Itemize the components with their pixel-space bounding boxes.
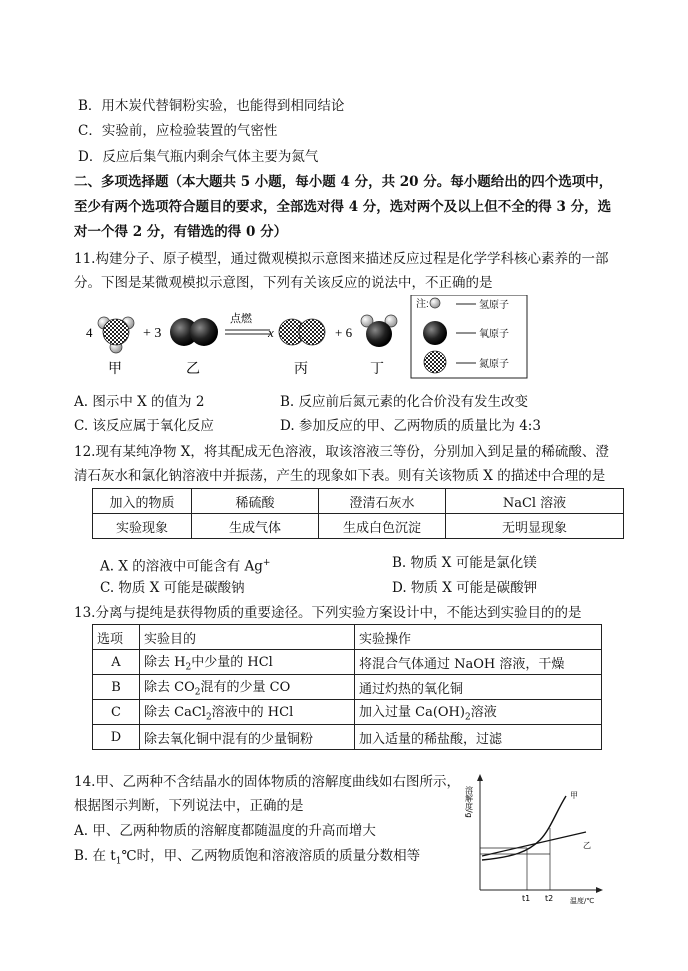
q10-option-c: C．实验前，应检验装置的气密性 (78, 123, 278, 139)
section2-line3: 对一个得 2 分，有错选的得 0 分） (74, 224, 288, 240)
table-cell: 澄清石灰水 (319, 489, 446, 514)
table-header-op: 实验操作 (355, 625, 602, 650)
row-goal (140, 650, 355, 675)
row-goal: 除去氧化铜中混有的少量铜粉 (140, 725, 355, 750)
table-cell: NaCl 溶液 (446, 489, 624, 514)
label-yi: 乙 (186, 362, 200, 377)
tick-t1: t1 (522, 894, 531, 903)
row-operation: 将混合气体通过 NaOH 溶液，干燥 (355, 650, 602, 675)
coef-ding: + 6 (335, 325, 353, 340)
y-axis-arrow (477, 774, 483, 781)
q10-option-d: D．反应后集气瓶内剩余气体主要为氮气 (78, 149, 319, 165)
q14-option-b (74, 847, 420, 871)
curve-jia-label: 甲 (570, 791, 578, 800)
coef-jia: 4 (86, 325, 93, 340)
q14-option-b-text-2: ℃时，甲、乙两物质饱和溶液溶质的质量分数相等 (121, 848, 421, 864)
table-row (93, 700, 602, 725)
goal-text: 除去 CaCl (144, 705, 206, 721)
q12-option-a-text: A. X 的溶液中可能含有 Ag (100, 558, 263, 575)
q14-option-b-text: B. 在 t (74, 848, 116, 864)
legend-note: 注: (416, 299, 429, 310)
row-goal (140, 700, 355, 725)
table-header-opt: 选项 (93, 625, 140, 650)
table-row (93, 514, 624, 539)
goal-sub: 2 (185, 662, 192, 673)
coef-bing: x (268, 325, 274, 340)
table-cell: 稀硫酸 (192, 489, 319, 514)
goal-text: 除去 H (144, 655, 186, 671)
goal-text-2: 中少量的 HCl (191, 655, 273, 671)
legend-o-label: 氧原子 (479, 329, 509, 340)
legend-n-atom (424, 351, 446, 373)
row-option: C (93, 700, 140, 725)
label-ding: 丁 (370, 362, 384, 377)
goal-text: 除去 CO (144, 680, 195, 696)
q14-stem-line2: 根据图示判断，下列说法中，正确的是 (74, 798, 304, 814)
q14-stem-line1: 14.甲、乙两种不含结晶水的固体物质的溶解度曲线如右图所示， (74, 774, 460, 790)
table-cell: 无明显现象 (446, 514, 624, 539)
section2-line2: 至少有两个选项符合题目的要求，全部选对得 4 分，选对两个及以上但不全的得 3 分，选 (74, 199, 612, 215)
x-axis-arrow (596, 887, 603, 893)
table-row (93, 650, 602, 675)
q11-stem-line2: 分。下图是某微观模拟示意图，下列有关该反应的说法中，不正确的是 (74, 275, 493, 291)
q10-option-b: B．用木炭代替铜粉实验，也能得到相同结论 (78, 98, 345, 114)
q13-stem: 13.分离与提纯是获得物质的重要途径。下列实验方案设计中，不能达到实验目的的是 (74, 605, 582, 621)
row-option: B (93, 675, 140, 700)
q12-option-a (100, 554, 270, 576)
table-cell: 生成白色沉淀 (319, 514, 446, 539)
op-sub: 2 (464, 712, 471, 723)
q12-option-d: D. 物质 X 可能是碳酸钾 (392, 580, 538, 596)
q11-reaction-diagram (80, 295, 530, 380)
molecule-yi (170, 318, 218, 346)
table-row (93, 625, 602, 650)
q11-option-d: D. 参加反应的甲、乙两物质的质量比为 4:3 (280, 418, 541, 434)
table-row (93, 489, 624, 514)
label-jia: 甲 (108, 362, 122, 377)
table-cell: 实验现象 (93, 514, 192, 539)
table-row (93, 725, 602, 750)
goal-text-2: 混有的少量 CO (200, 680, 291, 696)
q14-option-b-sub: 1 (115, 856, 122, 867)
solubility-graph (458, 772, 608, 907)
q11-option-c: C. 该反应属于氧化反应 (74, 418, 214, 434)
row-goal (140, 675, 355, 700)
section2-line1: 二、多项选择题（本大题共 5 小题，每小题 4 分，共 20 分。每小题给出的四个选项中， (74, 174, 613, 190)
q11-option-a: A. 图示中 X 的值为 2 (74, 394, 205, 410)
q12-option-a-sup: + (262, 558, 271, 568)
curve-jia (482, 796, 566, 860)
curve-yi-label: 乙 (583, 841, 591, 850)
q12-option-b: B. 物质 X 可能是氯化镁 (392, 555, 537, 571)
tick-t2: t2 (545, 894, 554, 903)
legend-h-label: 氢原子 (479, 300, 509, 311)
q11-option-b: B. 反应前后氮元素的化合价没有发生改变 (280, 394, 529, 410)
goal-sub: 2 (205, 712, 212, 723)
legend-n-label: 氮原子 (479, 359, 509, 370)
label-bing: 丙 (294, 362, 308, 377)
op-text: 加入过量 Ca(OH) (359, 705, 465, 721)
q12-stem-line1: 12.现有某纯净物 X，将其配成无色溶液，取该溶液三等份，分别加入到足量的稀硫酸、澄 (74, 444, 609, 460)
q12-option-c: C. 物质 X 可能是碳酸钠 (100, 580, 245, 596)
table-cell: 生成气体 (192, 514, 319, 539)
table-header-goal: 实验目的 (140, 625, 355, 650)
q12-stem-line2: 清石灰水和氯化钠溶液中并振荡，产生的现象如下表。则有关该物质 X 的描述中合理的是 (74, 468, 606, 484)
op-text-2: 溶液 (470, 705, 497, 721)
molecule-jia (98, 317, 134, 353)
table-row (93, 675, 602, 700)
y-axis-label: 溶解度/g (464, 786, 474, 818)
x-axis-label: 温度/℃ (570, 897, 595, 905)
q14-option-a: A. 甲、乙两种物质的溶解度都随温度的升高而增大 (74, 823, 376, 839)
molecule-bing (279, 319, 325, 345)
goal-sub: 2 (194, 687, 201, 698)
coef-yi: + 3 (143, 326, 162, 341)
legend-o-atom (423, 321, 447, 345)
goal-text-2: 溶液中的 HCl (211, 705, 294, 721)
row-operation (355, 700, 602, 725)
molecule-ding (361, 315, 397, 347)
arrow-label: 点燃 (230, 313, 252, 325)
q13-table (92, 624, 602, 750)
q11-stem-line1: 11.构建分子、原子模型，通过微观模拟示意图来描述反应过程是化学学科核心素养的一部 (74, 251, 609, 267)
curve-yi (482, 832, 586, 856)
legend-h-atom (430, 298, 440, 308)
q12-table (92, 488, 624, 539)
row-option: D (93, 725, 140, 750)
row-option: A (93, 650, 140, 675)
row-operation: 通过灼热的氧化铜 (355, 675, 602, 700)
row-operation: 加入适量的稀盐酸，过滤 (355, 725, 602, 750)
table-cell: 加入的物质 (93, 489, 192, 514)
